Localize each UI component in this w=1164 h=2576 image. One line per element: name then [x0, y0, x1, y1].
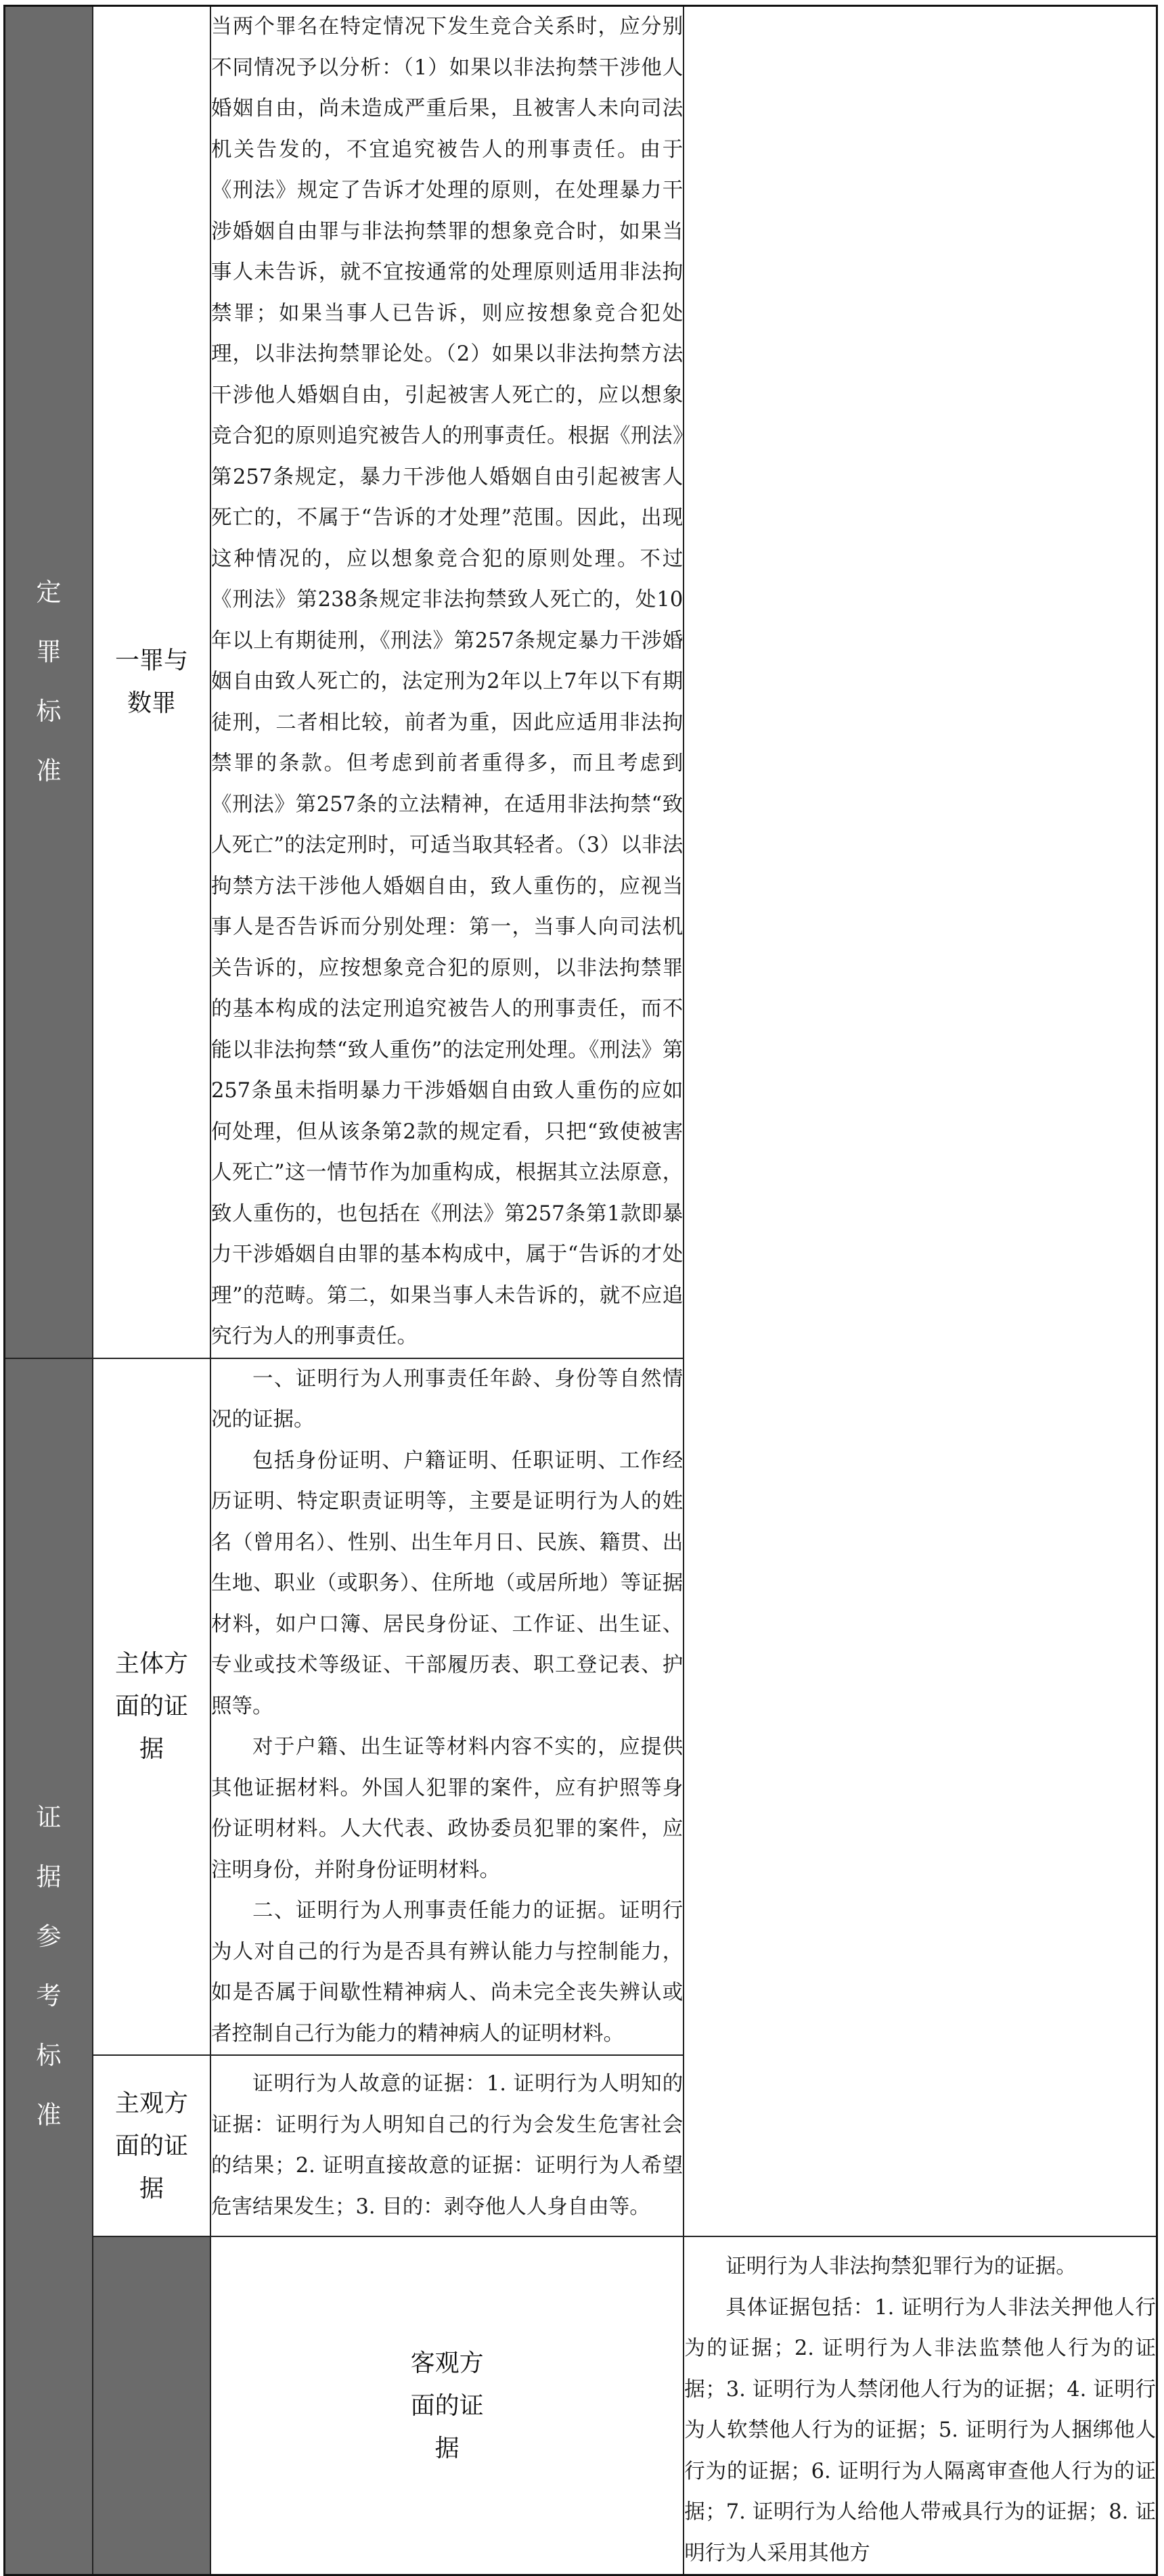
paragraph: 证明行为人故意的证据：1. 证明行为人明知的证据：证明行为人明知自己的行为会发生危害社会的结果；2. 证明直接故意的证据：证明行为人希望危害结果发生；3. 目的：剥夺他人人身自由等。 [211, 2072, 684, 2219]
paragraph: 证明行为人非法拘禁犯罪行为的证据。 [725, 2255, 1077, 2278]
paragraph: 二、证明行为人刑事责任能力的证据。证明行为人对自己的行为是否具有辨认能力与控制能力，如是否属于间歇性精神病人、尚未完全丧失辨认或者控制自己行为能力的精神病人的证明材料。 [211, 1899, 684, 2046]
paragraph: 当两个罪名在特定情况下发生竞合关系时，应分别不同情况予以分析：（1）如果以非法拘禁干涉他人婚姻自由，尚未造成严重后果，且被害人未向司法机关告发的，不宜追究被告人的刑事责任。由于《刑法》规定了告诉才处理的原则，在处理暴力干涉婚姻自由罪与非法拘禁罪的想象竞合时，如果当事人未告诉，就不宜按通常的处理原则适用非法拘禁罪；如果当事人已告诉，则应按想象竞合犯处理，以非法拘禁罪论处。（2）如果以非法拘禁方法干涉他人婚姻自由，引起被害人死亡的，应以想象竞合犯的原则追究被告人的刑事责任。根据《刑法》第257条规定，暴力干涉他人婚姻自由引起被害人死亡的，不属于“告诉的才处理”范围。因此，出现这种情况的，应以想象竞合犯的原则处理。不过《刑法》第238条规定非法拘禁致人死亡的，处10年以上有期徒刑，《刑法》第257条规定暴力干涉婚姻自由致人死亡的，法定刑为2年以上7年以下有期徒刑，二者相比较，前者为重，因此应适用非法拘禁罪的条款。但考虑到前者重得多，而且考虑到《刑法》第257条的立法精神，在适用非法拘禁“致人死亡”的法定刑时，可适当取其轻者。（3）以非法拘禁方法干涉他人婚姻自由，致人重伤的，应视当事人是否告诉而分别处理：第一，当事人向司法机关告诉的，应按想象竞合犯的原则，以非法拘禁罪的基本构成的法定刑追究被告人的刑事责任，而不能以非法拘禁“致人重伤”的法定刑处理。《刑法》第257条虽未指明暴力干涉婚姻自由致人重伤的应如何处理，但从该条第2款的规定看，只把“致使被害人死亡”这一情节作为加重构成，根据其立法原意，致人重伤的，也包括在《刑法》第257条第1款即暴力干涉婚姻自由罪的基本构成中，属于“告诉的才处理”的范畴。第二，如果当事人未告诉的，就不应追究行为人的刑事责任。 [211, 15, 684, 1348]
category-cell-continued [93, 2236, 210, 2575]
category-cell-zhengju [5, 1358, 93, 2575]
paragraph: 包括身份证明、户籍证明、任职证明、工作经历证明、特定职责证明等，主要是证明行为人的姓名（曾用名）、性别、出生年月日、民族、籍贯、出生地、职业（或职务）、住所地（或居所地）等证据材料，如户口簿、居民身份证、工作证、出生证、专业或技术等级证、干部履历表、职工登记表、护照等。 [211, 1448, 684, 1718]
table-row [5, 2055, 1157, 2236]
content-cell [684, 2236, 1157, 2575]
subject-cell [210, 2236, 684, 2575]
category-cell-dingzui [5, 6, 93, 1358]
criteria-table [3, 5, 1158, 2576]
subject-label: 主观方面的证据 [114, 2089, 188, 2203]
paragraph: 对于户籍、出生证等材料内容不实的，应提供其他证据材料。外国人犯罪的案件，应有护照等身份证明材料。人大代表、政协委员犯罪的案件，应注明身份，并附身份证明材料。 [211, 1735, 684, 1882]
subject-cell [93, 1358, 210, 2056]
category-label: 定罪标准 [36, 578, 62, 786]
subject-label: 客观方面的证据 [410, 2349, 484, 2462]
paragraph: 具体证据包括：1. 证明行为人非法关押他人行为的证据；2. 证明行为人非法监禁他人行为的证据；3. 证明行为人禁闭他人行为的证据；4. 证明行为人软禁他人行为的证据；5. 证明行为人捆绑他人行为的证据；6. 证明行为人隔离审查他人行为的证据；7. 证明行为人给他人带戒具行为的证据；8. 证明行为人采用其他方 [684, 2295, 1156, 2565]
category-label: 证据参考标准 [36, 1802, 62, 2130]
paragraph: 一、证明行为人刑事责任年龄、身份等自然情况的证据。 [211, 1366, 684, 1431]
subject-cell [93, 6, 210, 1358]
subject-label: 一罪与数罪 [114, 647, 188, 718]
table-row [5, 1358, 1157, 2056]
content-cell [210, 1358, 684, 2056]
content-cell [210, 2055, 684, 2236]
subject-cell [93, 2055, 210, 2236]
table-row [5, 6, 1157, 1358]
subject-label: 主体方面的证据 [114, 1650, 188, 1764]
content-cell [210, 6, 684, 1358]
table-row [5, 2236, 1157, 2575]
